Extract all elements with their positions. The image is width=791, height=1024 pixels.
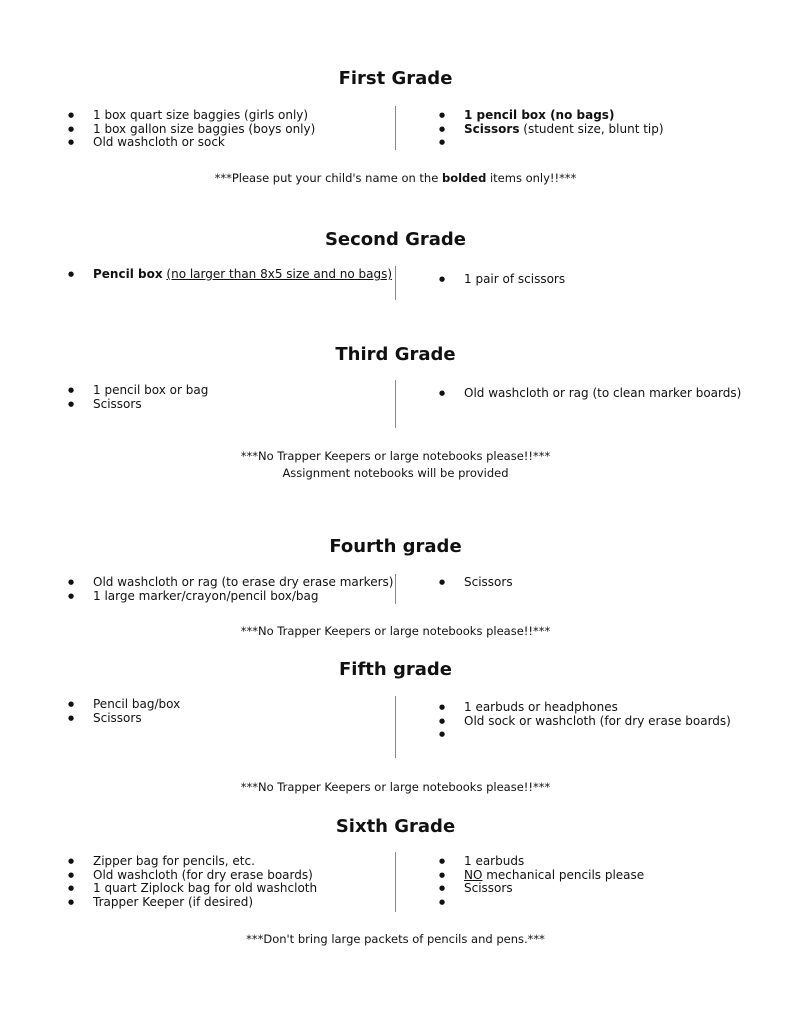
third-grade-note: ***No Trapper Keepers or large notebooks please!!*** bbox=[240, 449, 551, 463]
list-item bbox=[439, 728, 731, 742]
fifth-grade-left-list bbox=[68, 698, 180, 725]
fourth-grade-note: ***No Trapper Keepers or large notebooks please!!*** bbox=[240, 624, 551, 638]
third-grade-note-2: Assignment notebooks will be provided bbox=[282, 466, 509, 480]
underlined-text: (no larger than 8x5 size and no bags) bbox=[166, 267, 393, 281]
fourth-grade-left-list bbox=[68, 576, 393, 603]
list-item: ● Old sock or washcloth (for dry erase boards) bbox=[439, 715, 731, 729]
first-grade-title: First Grade bbox=[338, 68, 453, 89]
sixth-grade-title: Sixth Grade bbox=[335, 816, 456, 837]
column-divider bbox=[395, 266, 396, 300]
list-item: ● Old washcloth (for dry erase boards) bbox=[68, 869, 317, 883]
fifth-grade-right-list bbox=[439, 701, 731, 742]
list-item bbox=[439, 136, 664, 150]
column-divider bbox=[395, 574, 396, 604]
list-item: ● Scissors bbox=[439, 576, 513, 590]
fifth-grade-title: Fifth grade bbox=[339, 659, 452, 680]
list-item bbox=[439, 896, 644, 910]
list-item: ● Scissors bbox=[439, 882, 644, 896]
list-item bbox=[439, 109, 664, 123]
sixth-grade-note: ***Don't bring large packets of pencils and pens.*** bbox=[246, 932, 545, 946]
second-grade-right-list bbox=[439, 273, 565, 287]
list-item: ● 1 earbuds bbox=[439, 855, 644, 869]
list-item: ● Trapper Keeper (if desired) bbox=[68, 896, 317, 910]
column-divider bbox=[395, 106, 396, 150]
note-bold-text: bolded bbox=[441, 171, 487, 185]
underlined-text: NO bbox=[464, 867, 483, 882]
fifth-grade-note: ***No Trapper Keepers or large notebooks please!!*** bbox=[240, 780, 551, 794]
list-item: ● 1 quart Ziplock bag for old washcloth bbox=[68, 882, 317, 896]
list-item: ● Old washcloth or sock bbox=[68, 136, 315, 150]
bold-text: Scissors bbox=[464, 121, 520, 136]
bold-text: Pencil box bbox=[93, 267, 163, 281]
third-grade-right-list bbox=[439, 387, 741, 401]
note-text: ***Please put your child's name on the bbox=[214, 171, 442, 185]
first-grade-left-list bbox=[68, 109, 315, 150]
note-text: items only!!*** bbox=[486, 171, 577, 185]
sixth-grade-right-list bbox=[439, 855, 644, 909]
second-grade-title: Second Grade bbox=[324, 229, 467, 250]
list-item: ● 1 box gallon size baggies (boys only) bbox=[68, 123, 315, 137]
list-item bbox=[439, 123, 664, 137]
first-grade-right-list bbox=[439, 109, 664, 150]
column-divider bbox=[395, 852, 396, 912]
list-item: ● 1 box quart size baggies (girls only) bbox=[68, 109, 315, 123]
list-item: ● 1 large marker/crayon/pencil box/bag bbox=[68, 590, 393, 604]
column-divider bbox=[395, 696, 396, 758]
sixth-grade-left-list bbox=[68, 855, 317, 909]
list-item bbox=[68, 268, 392, 282]
list-item: ● 1 earbuds or headphones bbox=[439, 701, 731, 715]
list-item: ● 1 pencil box or bag bbox=[68, 384, 208, 398]
first-grade-note bbox=[0, 171, 791, 185]
list-item: ● Zipper bag for pencils, etc. bbox=[68, 855, 317, 869]
item-text: (student size, blunt tip) bbox=[519, 121, 664, 136]
fourth-grade-title: Fourth grade bbox=[329, 536, 462, 557]
third-grade-title: Third Grade bbox=[335, 344, 456, 365]
list-item: ● Old washcloth or rag (to erase dry erase markers) bbox=[68, 576, 393, 590]
list-item: ● Scissors bbox=[68, 398, 208, 412]
list-item bbox=[439, 869, 644, 883]
list-item: ● Old washcloth or rag (to clean marker boards) bbox=[439, 387, 741, 401]
list-item: ● Scissors bbox=[68, 712, 180, 726]
item-text: mechanical pencils please bbox=[482, 867, 645, 882]
fourth-grade-right-list bbox=[439, 576, 513, 590]
third-grade-left-list bbox=[68, 384, 208, 411]
column-divider bbox=[395, 380, 396, 428]
list-item: ● Pencil bag/box bbox=[68, 698, 180, 712]
list-item: ● 1 pair of scissors bbox=[439, 273, 565, 287]
second-grade-left-list bbox=[68, 268, 392, 282]
bold-text: 1 pencil box (no bags) bbox=[464, 108, 615, 122]
